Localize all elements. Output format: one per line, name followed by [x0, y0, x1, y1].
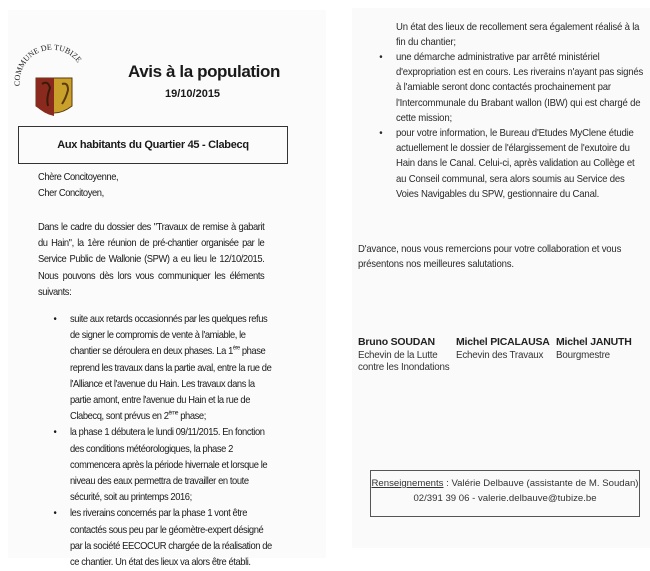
signatory-name: Michel JANUTH: [556, 336, 632, 348]
svg-text:COMMUNE DE TUBIZE: COMMUNE DE TUBIZE: [12, 42, 84, 87]
signatory: [556, 336, 632, 362]
salutation-line: Chère Concitoyenne,: [38, 172, 119, 183]
notice-date: 19/10/2015: [165, 88, 221, 100]
closing-paragraph: D'avance, nous vous remercions pour votre collaboration et vous présentons nos meilleures salutations.: [358, 244, 622, 271]
list-item: • suite aux retards occasionnés par les quelques refus de signer le compromis de vente à l'amiable, le chantier se déroulera en deux phases. La 1ère phase reprend les travaux dans la partie aval, entre la rue de l'Alliance et l'avenue du Hain. Les travaux dans la partie amont, entre l'avenue du Hain et la rue de Clabecq, sont prévus en 2ème phase;: [53, 314, 272, 423]
list-item: • la phase 1 débutera le lundi 09/11/2015. En fonction des conditions météorologiques, la phase 2 commencera après la période hivernale et lorsque le niveau des eaux permettra de travailler en toute sécurité, soit au printemps 2016;: [53, 427, 268, 504]
salutation-line: Cher Concitoyen,: [38, 188, 104, 200]
item-text: phase reprend les travaux dans la partie aval, entre la rue de l'Alliance et l'avenue du Hain. Les travaux dans la partie amont, entre l'avenue du Hain et la rue de Clabecq, sont prévus en 2: [70, 346, 272, 423]
signatory: [358, 336, 449, 375]
item-text: les riverains concernés par la phase 1 vont être contactés sous peu par le géomètre-expert désigné par la société EECOCUR chargée de la réalisation de ce chantier. Un état des lieux va alors être établi.: [70, 508, 272, 569]
signatory-name: Bruno SOUDAN: [358, 336, 435, 348]
commune-logo: [12, 38, 92, 118]
contact-box: [370, 470, 640, 517]
continuation-text: Un état des lieux de recollement sera également réalisé à la fin du chantier;: [396, 22, 640, 49]
list-item: • une démarche administrative par arrêté ministériel d'expropriation est en cours. Les riverains n'ayant pas signés à l'amiable seront donc contactés prochainement par l'Intercommunale du Brabant wallon (IBW) qui est chargé de cette mission;: [379, 52, 644, 124]
separator: :: [443, 478, 452, 489]
intro-paragraph: Dans le cadre du dossier des "Travaux de remise à gabarit du Hain", la 1ère réunion de pré-chantier organisée par le Service Public de Wallonie (SPW) a eu lieu le 12/10/2015. Nous pouvons dès lors vous communiquer les éléments suivants:: [38, 222, 265, 298]
bullet-list: [53, 312, 274, 571]
contact-label: Renseignements: [371, 478, 444, 489]
page-left: [8, 10, 326, 569]
item-text: suite aux retards occasionnés par les quelques refus de signer le compromis de vente à l'amiable, le chantier se déroulera en deux phases. La 1: [70, 314, 268, 358]
signatory-role: contre les Inondations: [358, 362, 450, 373]
bullet-list-2: [379, 50, 645, 202]
item-text: la phase 1 débutera le lundi 09/11/2015. En fonction des conditions météorologiques, la phase 2 commencera après la période hivernale et lorsque le niveau des eaux permettra de travailler en toute sécurité, soit au printemps 2016;: [70, 427, 268, 504]
page-title: Avis à la population: [128, 62, 280, 81]
signatory-name: Michel PICALAUSA: [456, 336, 550, 348]
addressee-box: [18, 126, 288, 164]
item-text: phase;: [178, 411, 206, 423]
contact-details: 02/391 39 06 - valerie.delbauve@tubize.be: [413, 493, 597, 504]
page-right: [352, 8, 650, 548]
item-text: une démarche administrative par arrêté ministériel d'expropriation est en cours. Les riverains n'ayant pas signés à l'amiable seront donc contactés prochainement par l'Intercommunale du Brabant wallon (IBW) qui est chargé de cette mission;: [396, 52, 644, 124]
addressee: Aux habitants du Quartier 45 - Clabecq: [57, 139, 249, 151]
signatory-role: Echevin des Travaux: [456, 349, 544, 361]
superscript: ère: [232, 346, 240, 353]
signatory: [456, 336, 550, 362]
list-item: • pour votre information, le Bureau d'Etudes MyClene étudie actuellement le dossier de l'élargissement de l'exutoire du Hain dans le Canal. Celui-ci, après validation au Collège et au Conseil communal, sera alors soumis au Service des Voies Navigables du SPW, gestionnaire du Canal.: [379, 128, 635, 200]
superscript: ème: [168, 410, 179, 417]
contact-person: Valérie Delbauve (assistante de M. Soudan): [451, 478, 639, 489]
list-item: • les riverains concernés par la phase 1 vont être contactés sous peu par le géomètre-expert désigné par la société EECOCUR chargée de la réalisation de ce chantier. Un état des lieux va alors être établi.: [53, 508, 272, 569]
signatory-role: Echevin de la Lutte: [358, 349, 438, 361]
salutation: [38, 170, 259, 202]
item-text: pour votre information, le Bureau d'Etudes MyClene étudie actuellement le dossier de l'élargissement de l'exutoire du Hain dans le Canal. Celui-ci, après validation au Collège et au Conseil communal, sera alors soumis au Service des Voies Navigables du SPW, gestionnaire du Canal.: [396, 128, 635, 200]
signatory-role: Bourgmestre: [556, 349, 610, 361]
